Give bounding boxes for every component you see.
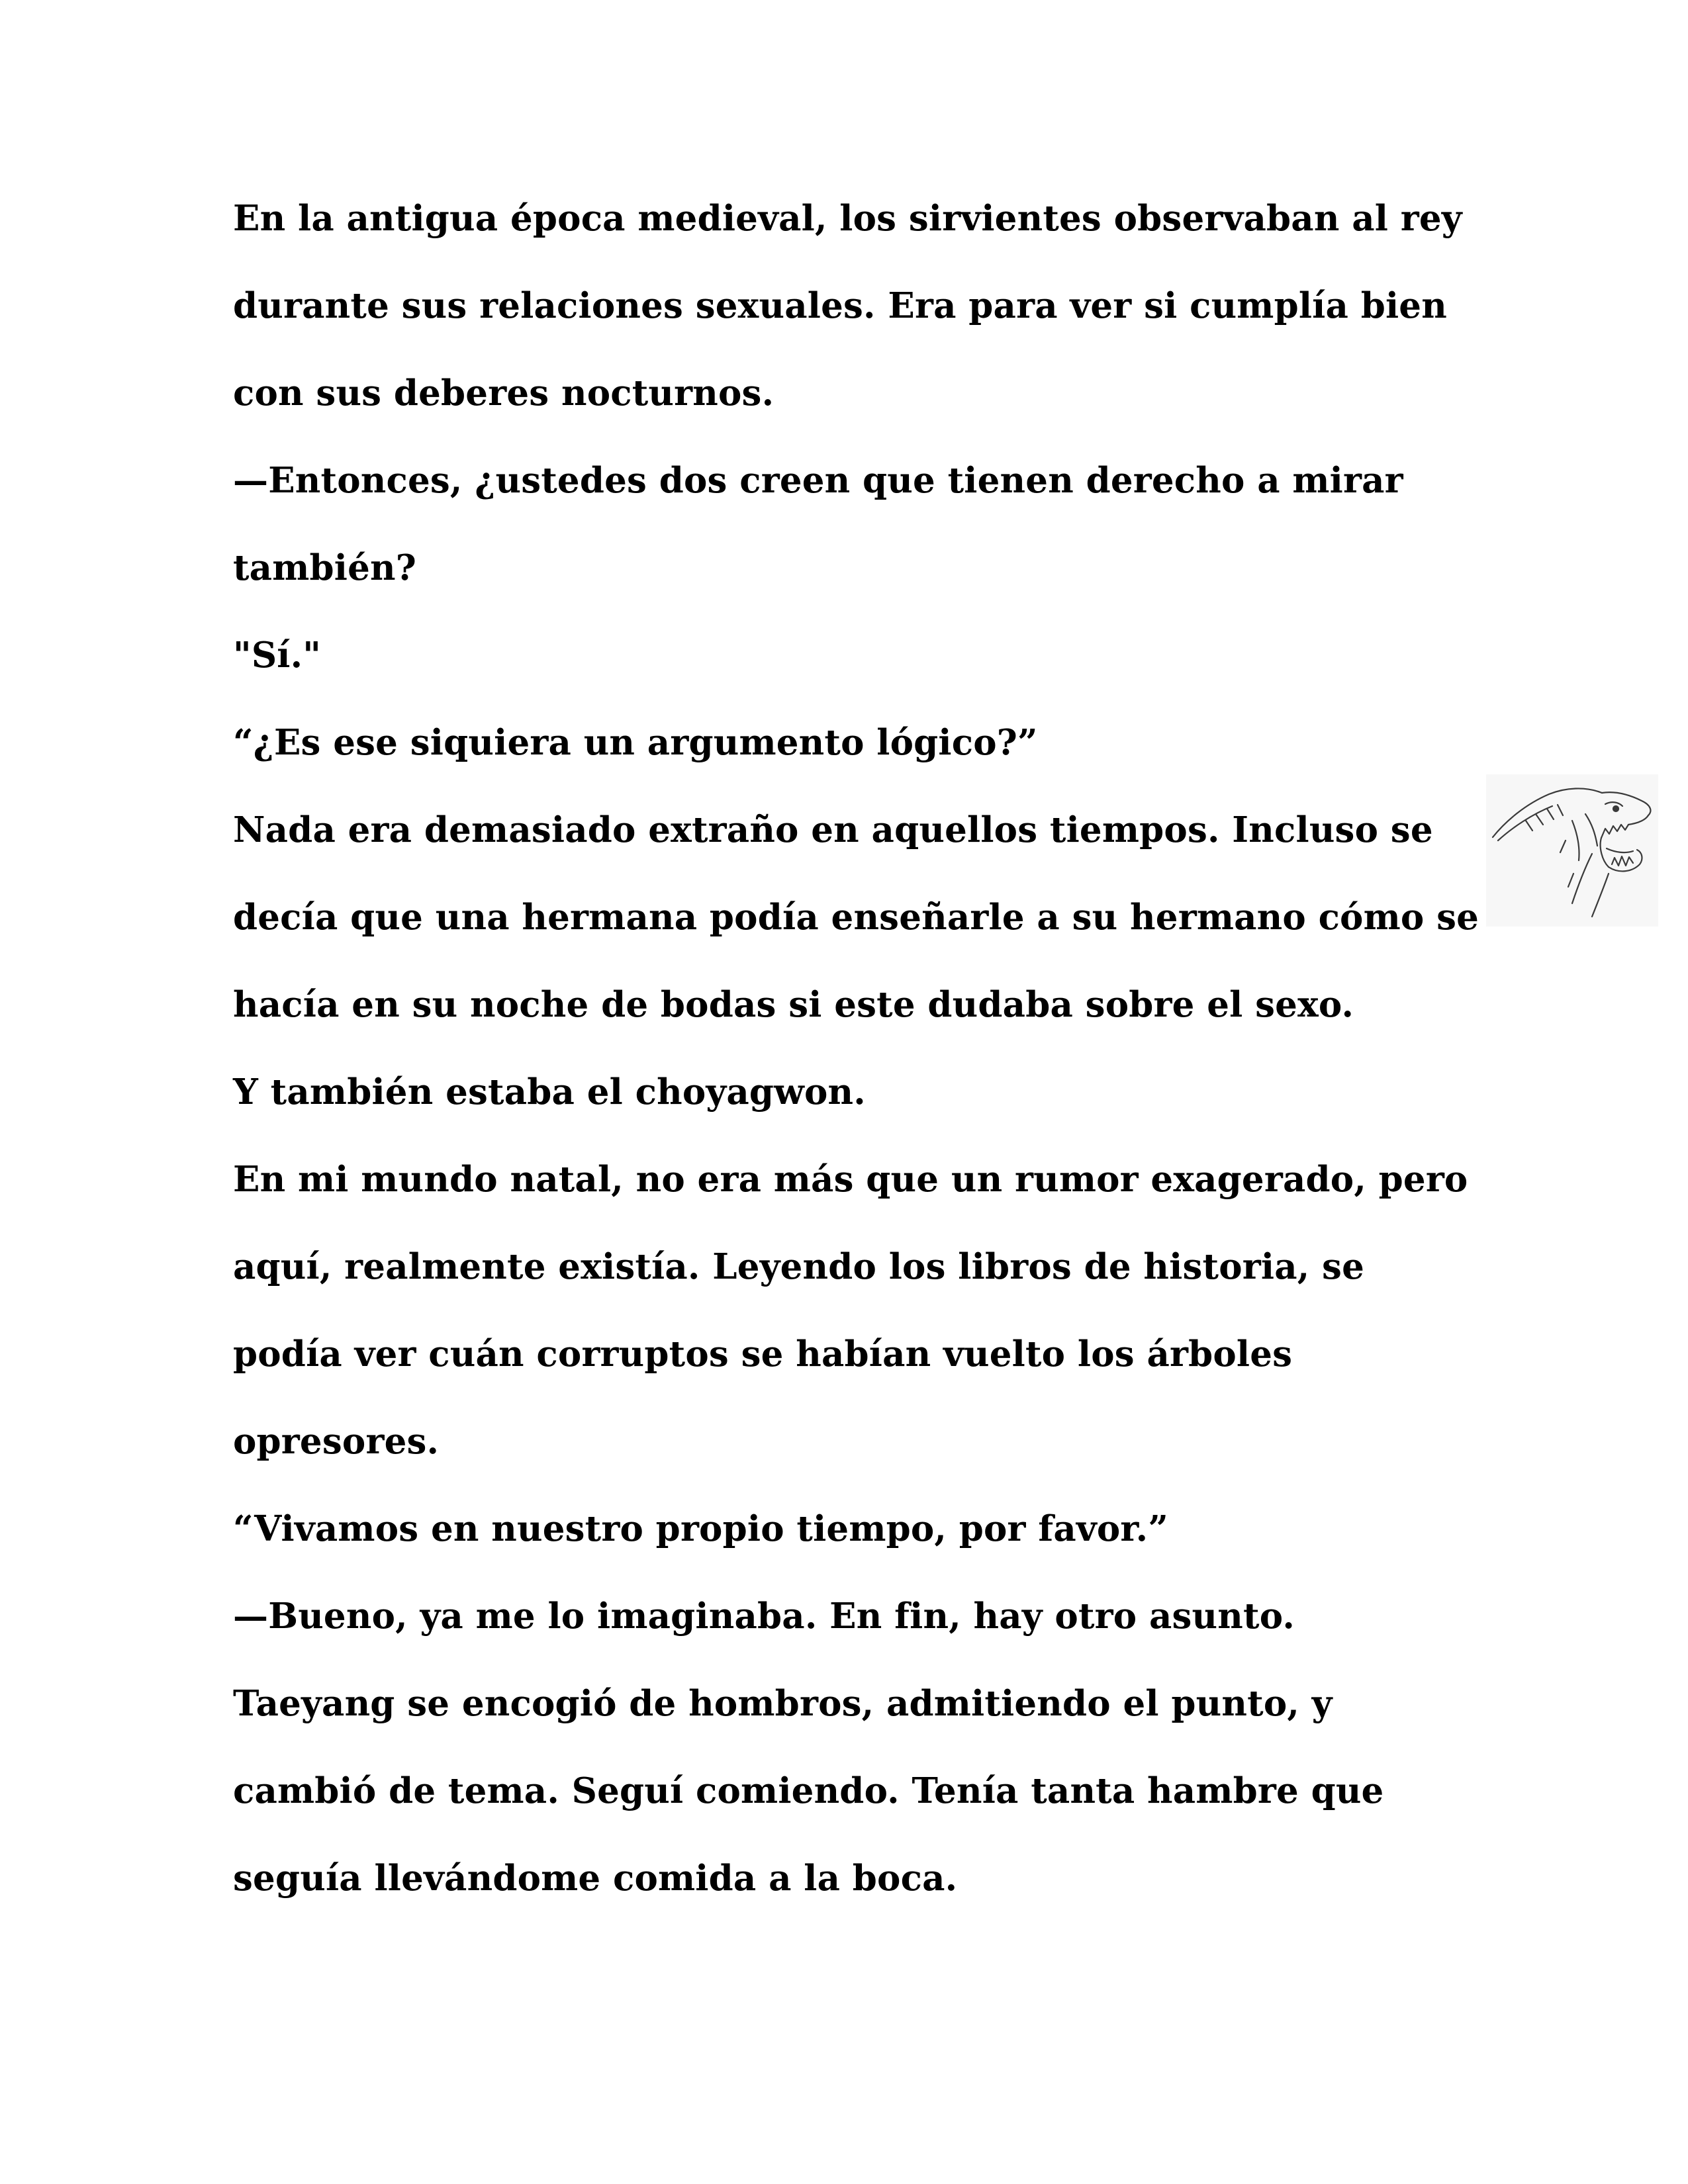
text-line: —Bueno, ya me lo imaginaba. En fin, hay otro asunto. bbox=[233, 1596, 1295, 1637]
text-line: “Vivamos en nuestro propio tiempo, por favor.” bbox=[233, 1508, 1169, 1549]
text-line: En mi mundo natal, no era más que un rumor exagerado, pero bbox=[233, 1159, 1468, 1200]
text-line: también? bbox=[233, 547, 417, 588]
body-text bbox=[233, 192, 1491, 1939]
text-line: aquí, realmente existía. Leyendo los libros de historia, se bbox=[233, 1246, 1365, 1287]
text-line: “¿Es ese siquiera un argumento lógico?” bbox=[233, 722, 1038, 763]
text-line: —Entonces, ¿ustedes dos creen que tienen derecho a mirar bbox=[233, 460, 1403, 501]
text-line: cambió de tema. Seguí comiendo. Tenía tanta hambre que bbox=[233, 1770, 1384, 1811]
dinosaur-head-icon bbox=[1486, 774, 1658, 927]
text-line: decía que una hermana podía enseñarle a su hermano cómo se bbox=[233, 897, 1479, 938]
text-line: seguía llevándome comida a la boca. bbox=[233, 1858, 958, 1899]
text-line: En la antigua época medieval, los sirvientes observaban al rey bbox=[233, 198, 1462, 239]
text-line: "Sí." bbox=[233, 635, 322, 676]
text-line: durante sus relaciones sexuales. Era para ver si cumplía bien bbox=[233, 285, 1447, 326]
text-line: podía ver cuán corruptos se habían vuelto los árboles bbox=[233, 1334, 1293, 1375]
text-line: Nada era demasiado extraño en aquellos tiempos. Incluso se bbox=[233, 809, 1433, 850]
text-line: con sus deberes nocturnos. bbox=[233, 373, 774, 414]
text-line: opresores. bbox=[233, 1421, 440, 1462]
text-line: Y también estaba el choyagwon. bbox=[233, 1071, 866, 1113]
text-line: hacía en su noche de bodas si este dudaba sobre el sexo. bbox=[233, 984, 1354, 1025]
text-line: Taeyang se encogió de hombros, admitiendo el punto, y bbox=[233, 1683, 1333, 1724]
